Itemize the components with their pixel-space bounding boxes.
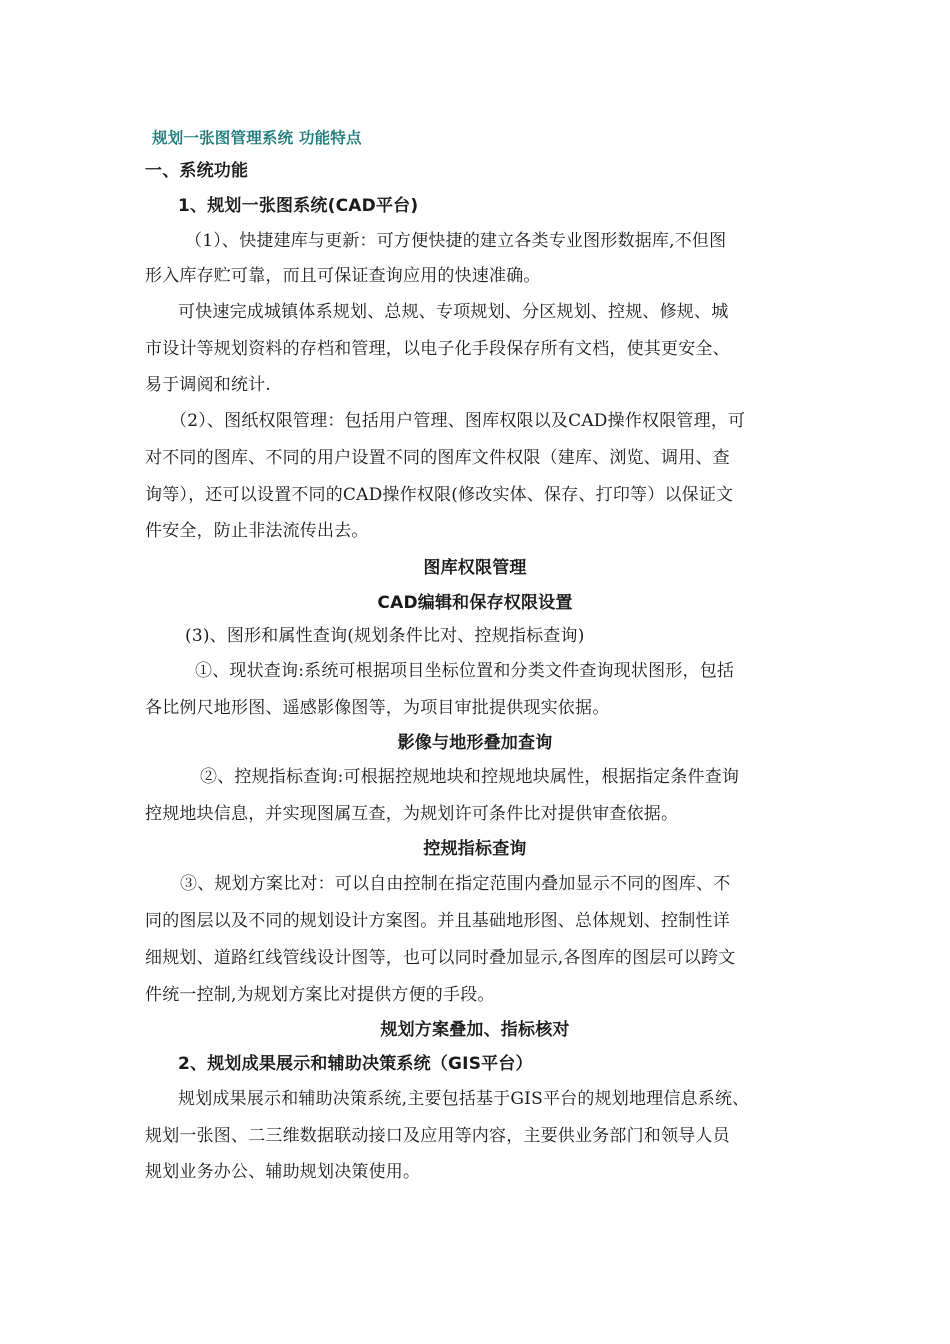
paragraph-line: 各比例尺地形图、遥感影像图等，为项目审批提供现实依据。 [145,698,610,718]
paragraph-line: ②、控规指标查询:可根据控规地块和控规地块属性，根据指定条件查询 [200,767,740,787]
paragraph-line: 规划成果展示和辅助决策系统,主要包括基于GIS平台的规划地理信息系统、 [178,1089,750,1109]
paragraph-line: 询等），还可以设置不同的CAD操作权限(修改实体、保存、打印等）以保证文 [145,485,734,505]
paragraph-line: 易于调阅和统计. [145,375,272,395]
paragraph-line: 可快速完成城镇体系规划、总规、专项规划、分区规划、控规、修规、城 [178,302,729,322]
paragraph-line: 同的图层以及不同的规划设计方案图。并且基础地形图、总体规划、控制性详 [145,911,730,931]
paragraph-line: ①、现状查询:系统可根据项目坐标位置和分类文件查询现状图形，包括 [195,661,735,681]
paragraph-line: ③、规划方案比对：可以自由控制在指定范围内叠加显示不同的图库、不 [180,874,731,894]
subsection-heading: 1、规划一张图系统(CAD平台) [178,196,419,216]
figure-caption: 影像与地形叠加查询 [397,733,553,753]
paragraph-line: 细规划、道路红线管线设计图等，也可以同时叠加显示,各图库的图层可以跨文 [145,948,736,968]
paragraph-line: 件安全，防止非法流传出去。 [145,521,369,541]
paragraph-line: 规划一张图、二三维数据联动接口及应用等内容，主要供业务部门和领导人员 [145,1126,730,1146]
paragraph-line: （2）、图纸权限管理：包括用户管理、图库权限以及CAD操作权限管理，可 [170,411,746,431]
paragraph-line: （1）、快捷建库与更新：可方便快捷的建立各类专业图形数据库,不但图 [185,231,727,251]
figure-caption: 规划方案叠加、指标核对 [380,1020,570,1040]
paragraph-line: (3)、图形和属性查询(规划条件比对、控规指标查询) [185,626,585,646]
paragraph-line: 形入库存贮可靠，而且可保证查询应用的快速准确。 [145,266,541,286]
paragraph-line: 对不同的图库、不同的用户设置不同的图库文件权限（建库、浏览、调用、查 [145,448,730,468]
section-heading: 一、系统功能 [145,161,249,181]
figure-caption: CAD编辑和保存权限设置 [377,593,573,613]
document-title: 规划一张图管理系统 功能特点 [152,129,362,147]
paragraph-line: 控规地块信息，并实现图属互查，为规划许可条件比对提供审查依据。 [145,804,679,824]
paragraph-line: 件统一控制,为规划方案比对提供方便的手段。 [145,985,495,1005]
subsection-heading: 2、规划成果展示和辅助决策系统（GIS平台） [178,1054,533,1074]
paragraph-line: 市设计等规划资料的存档和管理，以电子化手段保存所有文档，使其更安全、 [145,339,730,359]
figure-caption: 图库权限管理 [423,558,527,578]
paragraph-line: 规划业务办公、辅助规划决策使用。 [145,1162,421,1182]
figure-caption: 控规指标查询 [423,839,527,859]
